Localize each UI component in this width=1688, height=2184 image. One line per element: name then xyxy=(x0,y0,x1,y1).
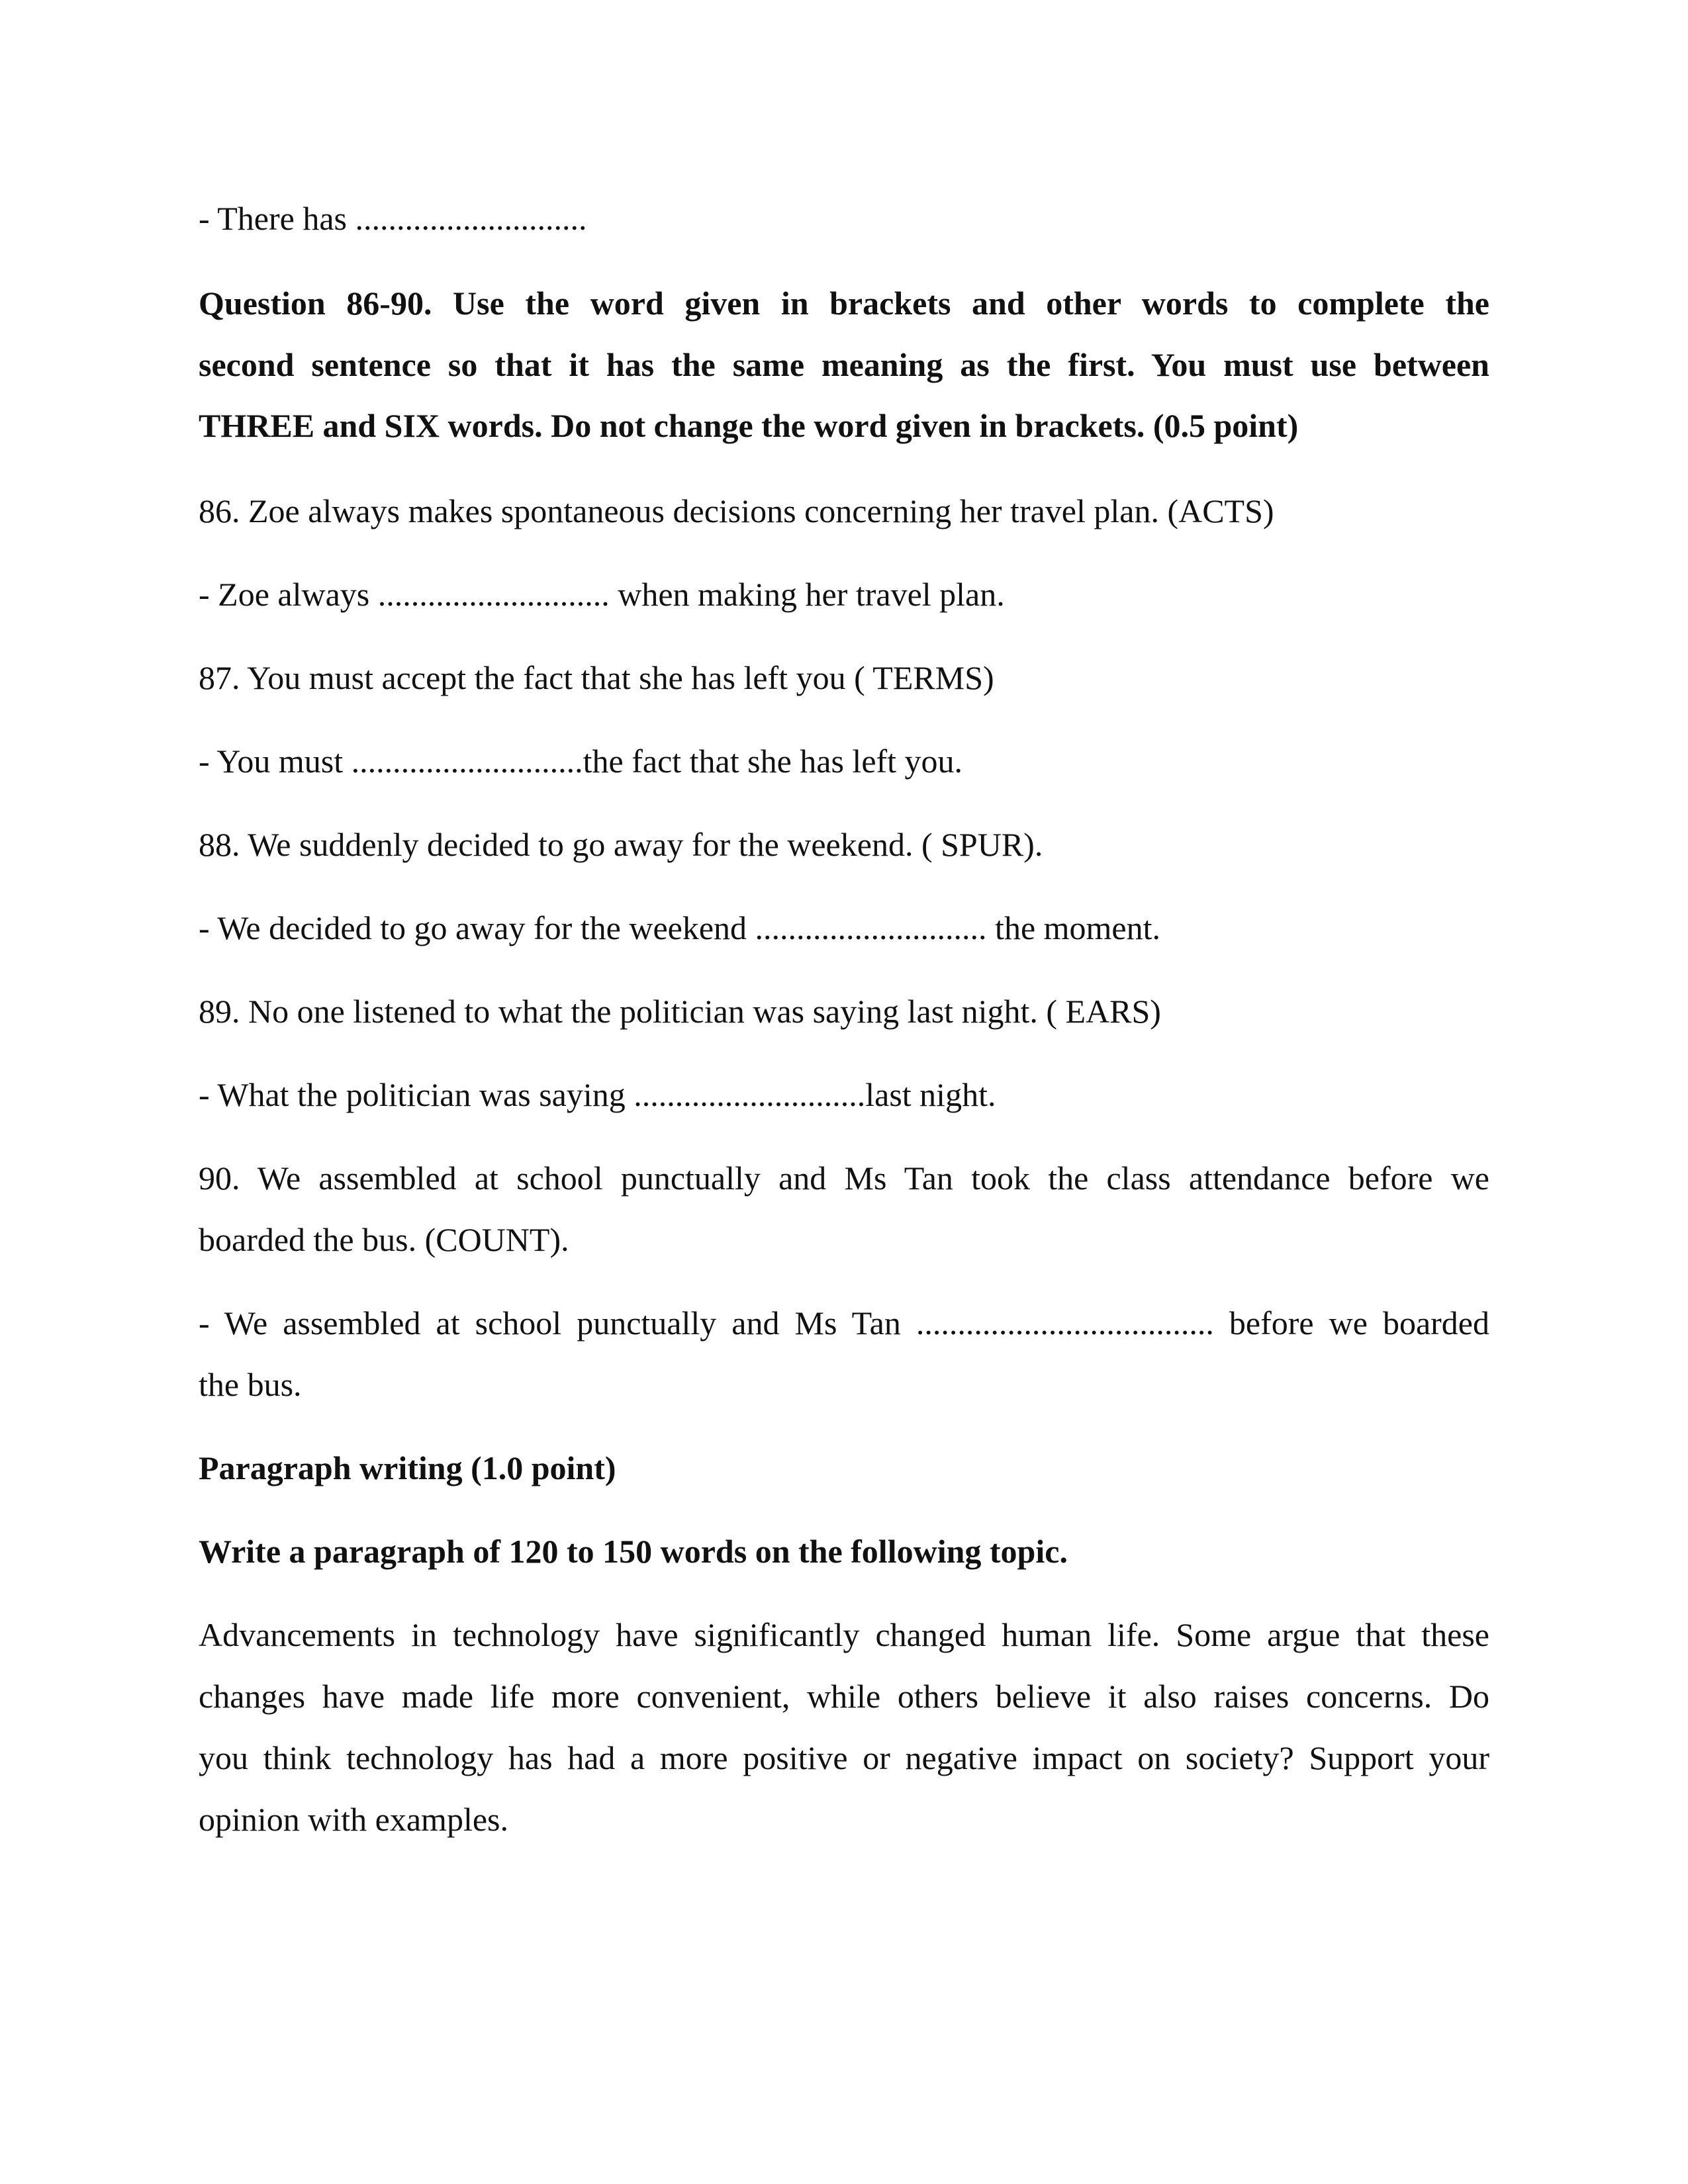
paragraph-topic-line-3: you think technology has had a more positive or negative impact on society? Support your xyxy=(199,1739,1489,1776)
question-88-prompt: 88. We suddenly decided to go away for the weekend. ( SPUR). xyxy=(199,826,1043,863)
question-90-prompt-line-2: boarded the bus. (COUNT). xyxy=(199,1221,569,1258)
previous-answer-line: - There has ............................ xyxy=(199,200,587,237)
question-90-answer-line-1: - We assembled at school punctually and Ms Tan .................................... before we boarded xyxy=(199,1304,1489,1342)
question-88-answer: - We decided to go away for the weekend ............................ the moment. xyxy=(199,909,1161,946)
section-instruction-line-3: THREE and SIX words. Do not change the word given in brackets. (0.5 point) xyxy=(199,407,1299,444)
paragraph-instruction: Write a paragraph of 120 to 150 words on the following topic. xyxy=(199,1533,1068,1570)
paragraph-topic-line-4: opinion with examples. xyxy=(199,1801,508,1838)
question-89-answer: - What the politician was saying ............................last night. xyxy=(199,1076,996,1113)
section-instruction-line-1: Question 86-90. Use the word given in brackets and other words to complete the xyxy=(199,285,1489,322)
question-89-prompt: 89. No one listened to what the politician was saying last night. ( EARS) xyxy=(199,993,1161,1030)
question-87-answer: - You must ............................the fact that she has left you. xyxy=(199,743,963,780)
question-90-answer-line-2: the bus. xyxy=(199,1366,302,1403)
paragraph-topic-line-2: changes have made life more convenient, while others believe it also raises concerns. Do xyxy=(199,1678,1489,1715)
question-87-prompt: 87. You must accept the fact that she has left you ( TERMS) xyxy=(199,659,994,696)
question-90-prompt-line-1: 90. We assembled at school punctually and Ms Tan took the class attendance before we xyxy=(199,1160,1489,1197)
question-86-prompt: 86. Zoe always makes spontaneous decisions concerning her travel plan. (ACTS) xyxy=(199,492,1274,529)
section-instruction-line-2: second sentence so that it has the same meaning as the first. You must use between xyxy=(199,346,1489,383)
paragraph-heading: Paragraph writing (1.0 point) xyxy=(199,1449,616,1486)
question-86-answer: - Zoe always ............................ when making her travel plan. xyxy=(199,576,1005,613)
paragraph-topic-line-1: Advancements in technology have significantly changed human life. Some argue that these xyxy=(199,1616,1489,1653)
